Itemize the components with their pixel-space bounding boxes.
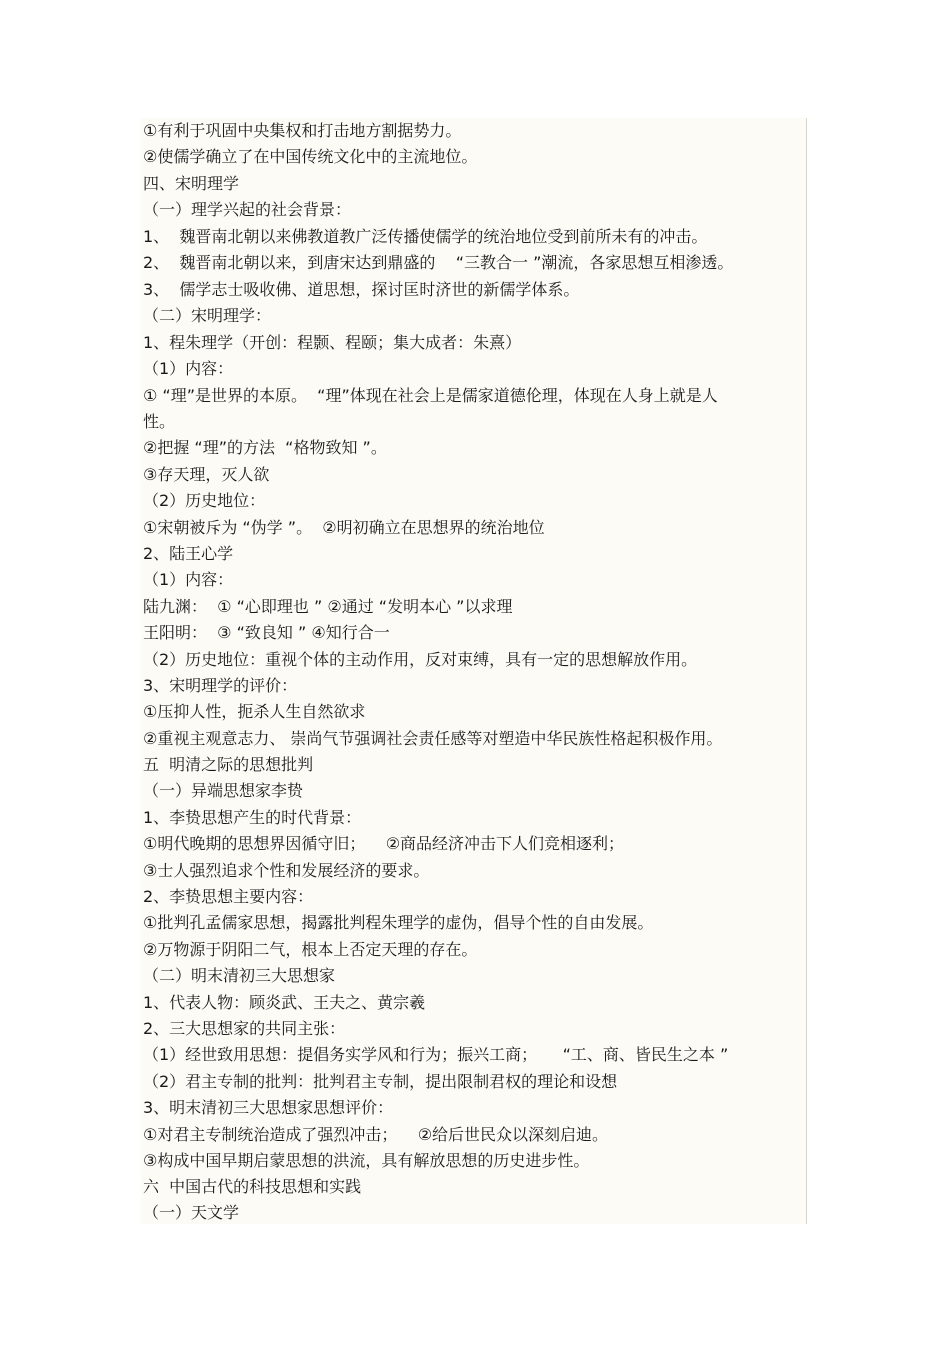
list-item: ①宋朝被斥为 “伪学 ”。 ②明初确立在思想界的统治地位 xyxy=(143,518,545,537)
list-item: ①压抑人性，扼杀人生自然欲求 xyxy=(143,702,366,721)
subsection-heading: （二）宋明理学： xyxy=(143,306,272,325)
list-item: 1、 魏晋南北朝以来佛教道教广泛传播使儒学的统治地位受到前所未有的冲击。 xyxy=(143,227,708,246)
list-item: ②使儒学确立了在中国传统文化中的主流地位。 xyxy=(143,147,478,166)
list-item: ①批判孔孟儒家思想，揭露批判程朱理学的虚伪，倡导个性的自由发展。 xyxy=(143,913,654,932)
list-item: 性。 xyxy=(143,412,176,431)
list-item: 2、陆王心学 xyxy=(143,544,234,563)
section-heading: 五 明清之际的思想批判 xyxy=(143,755,314,774)
list-item: （1）内容： xyxy=(143,570,234,589)
list-item: ① “理”是世界的本原。 “理”体现在社会上是儒家道德伦理，体现在人身上就是人 xyxy=(143,386,718,405)
subsection-heading: （一）异端思想家李贽 xyxy=(143,781,304,800)
list-item: 2、李贽思想主要内容： xyxy=(143,887,314,906)
list-item: （1）内容： xyxy=(143,359,234,378)
list-item: 3、 儒学志士吸收佛、道思想，探讨匡时济世的新儒学体系。 xyxy=(143,280,580,299)
list-item: ②重视主观意志力、 崇尚气节强调社会责任感等对塑造中华民族性格起积极作用。 xyxy=(143,729,723,748)
list-item: ①明代晚期的思想界因循守旧； ②商品经济冲击下人们竞相逐利； xyxy=(143,834,625,853)
section-heading: 六 中国古代的科技思想和实践 xyxy=(143,1177,362,1196)
list-item: 陆九渊： ① “心即理也 ” ②通过 “发明本心 ”以求理 xyxy=(143,597,513,616)
list-item: ③构成中国早期启蒙思想的洪流，具有解放思想的历史进步性。 xyxy=(143,1151,590,1170)
list-item: （1）经世致用思想：提倡务实学风和行为；振兴工商； “工、商、皆民生之本 ” xyxy=(143,1045,729,1064)
subsection-heading: （一）天文学 xyxy=(143,1203,240,1222)
list-item: ②万物源于阴阳二气，根本上否定天理的存在。 xyxy=(143,940,478,959)
list-item: 王阳明： ③ “致良知 ” ④知行合一 xyxy=(143,623,390,642)
list-item: ①有利于巩固中央集权和打击地方割据势力。 xyxy=(143,121,462,140)
list-item: ③士人强烈追求个性和发展经济的要求。 xyxy=(143,861,430,880)
list-item: 3、明末清初三大思想家思想评价： xyxy=(143,1098,394,1117)
subsection-heading: （二）明末清初三大思想家 xyxy=(143,966,336,985)
subsection-heading: （一）理学兴起的社会背景： xyxy=(143,200,352,219)
list-item: 1、代表人物：顾炎武、王夫之、黄宗羲 xyxy=(143,993,426,1012)
list-item: （2）历史地位：重视个体的主动作用，反对束缚，具有一定的思想解放作用。 xyxy=(143,650,698,669)
list-item: ③存天理，灭人欲 xyxy=(143,465,270,484)
list-item: ①对君主专制统治造成了强烈冲击； ②给后世民众以深刻启迪。 xyxy=(143,1125,609,1144)
list-item: 3、宋明理学的评价： xyxy=(143,676,298,695)
list-item: （2）历史地位： xyxy=(143,491,266,510)
list-item: 1、程朱理学（开创：程颢、程颐；集大成者：朱熹） xyxy=(143,333,522,352)
list-item: ②把握 “理”的方法 “格物致知 ”。 xyxy=(143,438,387,457)
list-item: 1、李贽思想产生的时代背景： xyxy=(143,808,362,827)
list-item: （2）君主专制的批判：批判君主专制，提出限制君权的理论和设想 xyxy=(143,1072,618,1091)
list-item: 2、三大思想家的共同主张： xyxy=(143,1019,346,1038)
list-item: 2、 魏晋南北朝以来，到唐宋达到鼎盛的 “三教合一 ”潮流，各家思想互相渗透。 xyxy=(143,253,734,272)
section-heading: 四、宋明理学 xyxy=(143,174,240,193)
